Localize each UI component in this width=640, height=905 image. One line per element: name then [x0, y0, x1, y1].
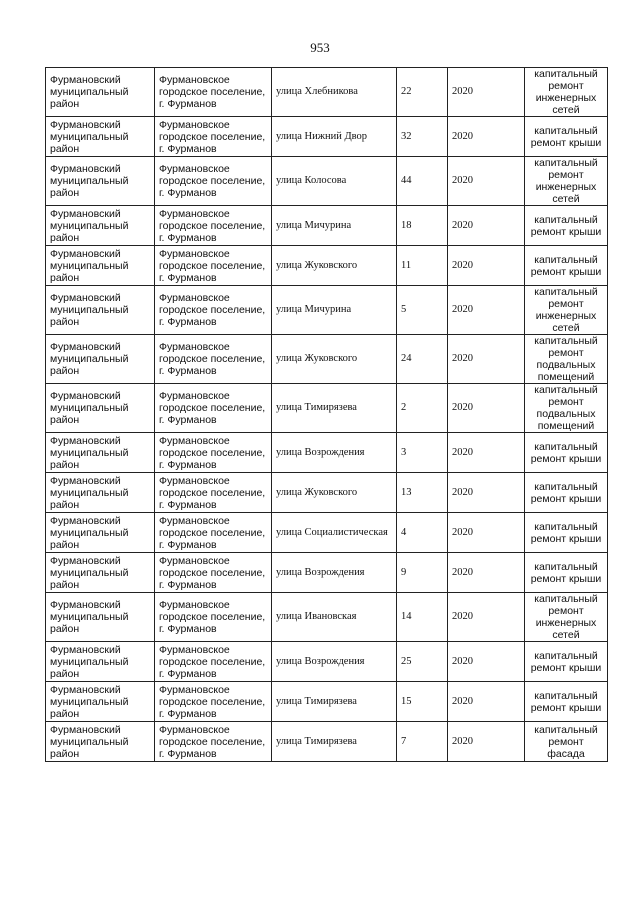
settlement-cell: Фурмановское городское поселение, г. Фурманов	[155, 246, 272, 286]
table-row	[46, 593, 608, 642]
work-type-cell: капитальный ремонт крыши	[525, 473, 608, 513]
table-row	[46, 473, 608, 513]
street-cell: улица Тимирязева	[272, 384, 397, 433]
house-number-cell: 44	[397, 157, 448, 206]
street-cell: улица Жуковского	[272, 473, 397, 513]
district-cell: Фурмановский муниципальный район	[46, 68, 155, 117]
street-cell: улица Возрождения	[272, 642, 397, 682]
house-number-cell: 14	[397, 593, 448, 642]
district-cell: Фурмановский муниципальный район	[46, 642, 155, 682]
house-number-cell: 5	[397, 286, 448, 335]
table-row	[46, 117, 608, 157]
district-cell: Фурмановский муниципальный район	[46, 206, 155, 246]
house-number-cell: 3	[397, 433, 448, 473]
house-number-cell: 15	[397, 682, 448, 722]
table-row	[46, 335, 608, 384]
house-number-cell: 32	[397, 117, 448, 157]
table-row	[46, 682, 608, 722]
work-type-cell: капитальный ремонт инженерных сетей	[525, 286, 608, 335]
house-number-cell: 11	[397, 246, 448, 286]
street-cell: улица Социалистическая	[272, 513, 397, 553]
district-cell: Фурмановский муниципальный район	[46, 157, 155, 206]
page-number: 953	[310, 40, 330, 55]
street-cell: улица Мичурина	[272, 286, 397, 335]
settlement-cell: Фурмановское городское поселение, г. Фурманов	[155, 286, 272, 335]
house-number-cell: 22	[397, 68, 448, 117]
table-row	[46, 246, 608, 286]
table-row	[46, 642, 608, 682]
year-cell: 2020	[448, 553, 525, 593]
house-number-cell: 18	[397, 206, 448, 246]
settlement-cell: Фурмановское городское поселение, г. Фурманов	[155, 335, 272, 384]
table-row	[46, 384, 608, 433]
year-cell: 2020	[448, 682, 525, 722]
street-cell: улица Жуковского	[272, 246, 397, 286]
district-cell: Фурмановский муниципальный район	[46, 553, 155, 593]
street-cell: улица Тимирязева	[272, 682, 397, 722]
district-cell: Фурмановский муниципальный район	[46, 722, 155, 762]
settlement-cell: Фурмановское городское поселение, г. Фурманов	[155, 473, 272, 513]
settlement-cell: Фурмановское городское поселение, г. Фурманов	[155, 206, 272, 246]
settlement-cell: Фурмановское городское поселение, г. Фурманов	[155, 642, 272, 682]
year-cell: 2020	[448, 433, 525, 473]
street-cell: улица Возрождения	[272, 553, 397, 593]
table-row	[46, 513, 608, 553]
year-cell: 2020	[448, 722, 525, 762]
work-type-cell: капитальный ремонт крыши	[525, 642, 608, 682]
year-cell: 2020	[448, 117, 525, 157]
year-cell: 2020	[448, 286, 525, 335]
house-number-cell: 2	[397, 384, 448, 433]
table-row	[46, 433, 608, 473]
street-cell: улица Возрождения	[272, 433, 397, 473]
district-cell: Фурмановский муниципальный район	[46, 593, 155, 642]
work-type-cell: капитальный ремонт крыши	[525, 513, 608, 553]
work-type-cell: капитальный ремонт подвальных помещений	[525, 335, 608, 384]
work-type-cell: капитальный ремонт инженерных сетей	[525, 68, 608, 117]
district-cell: Фурмановский муниципальный район	[46, 513, 155, 553]
year-cell: 2020	[448, 384, 525, 433]
district-cell: Фурмановский муниципальный район	[46, 682, 155, 722]
house-number-cell: 4	[397, 513, 448, 553]
table-row	[46, 722, 608, 762]
table-row	[46, 553, 608, 593]
work-type-cell: капитальный ремонт крыши	[525, 117, 608, 157]
street-cell: улица Жуковского	[272, 335, 397, 384]
settlement-cell: Фурмановское городское поселение, г. Фурманов	[155, 68, 272, 117]
repair-schedule-table	[45, 67, 608, 762]
year-cell: 2020	[448, 157, 525, 206]
house-number-cell: 9	[397, 553, 448, 593]
district-cell: Фурмановский муниципальный район	[46, 246, 155, 286]
year-cell: 2020	[448, 68, 525, 117]
street-cell: улица Тимирязева	[272, 722, 397, 762]
settlement-cell: Фурмановское городское поселение, г. Фурманов	[155, 722, 272, 762]
street-cell: улица Нижний Двор	[272, 117, 397, 157]
settlement-cell: Фурмановское городское поселение, г. Фурманов	[155, 157, 272, 206]
settlement-cell: Фурмановское городское поселение, г. Фурманов	[155, 433, 272, 473]
work-type-cell: капитальный ремонт инженерных сетей	[525, 593, 608, 642]
year-cell: 2020	[448, 642, 525, 682]
settlement-cell: Фурмановское городское поселение, г. Фурманов	[155, 384, 272, 433]
settlement-cell: Фурмановское городское поселение, г. Фурманов	[155, 513, 272, 553]
work-type-cell: капитальный ремонт крыши	[525, 246, 608, 286]
year-cell: 2020	[448, 246, 525, 286]
street-cell: улица Ивановская	[272, 593, 397, 642]
district-cell: Фурмановский муниципальный район	[46, 433, 155, 473]
work-type-cell: капитальный ремонт крыши	[525, 682, 608, 722]
work-type-cell: капитальный ремонт крыши	[525, 553, 608, 593]
district-cell: Фурмановский муниципальный район	[46, 117, 155, 157]
settlement-cell: Фурмановское городское поселение, г. Фурманов	[155, 593, 272, 642]
year-cell: 2020	[448, 593, 525, 642]
work-type-cell: капитальный ремонт фасада	[525, 722, 608, 762]
street-cell: улица Мичурина	[272, 206, 397, 246]
house-number-cell: 25	[397, 642, 448, 682]
work-type-cell: капитальный ремонт подвальных помещений	[525, 384, 608, 433]
year-cell: 2020	[448, 473, 525, 513]
settlement-cell: Фурмановское городское поселение, г. Фурманов	[155, 553, 272, 593]
table-row	[46, 206, 608, 246]
year-cell: 2020	[448, 335, 525, 384]
table-body	[46, 68, 608, 762]
district-cell: Фурмановский муниципальный район	[46, 473, 155, 513]
settlement-cell: Фурмановское городское поселение, г. Фурманов	[155, 117, 272, 157]
work-type-cell: капитальный ремонт крыши	[525, 433, 608, 473]
district-cell: Фурмановский муниципальный район	[46, 335, 155, 384]
street-cell: улица Колосова	[272, 157, 397, 206]
table-row	[46, 157, 608, 206]
house-number-cell: 24	[397, 335, 448, 384]
year-cell: 2020	[448, 206, 525, 246]
table-row	[46, 286, 608, 335]
house-number-cell: 13	[397, 473, 448, 513]
house-number-cell: 7	[397, 722, 448, 762]
table-row	[46, 68, 608, 117]
settlement-cell: Фурмановское городское поселение, г. Фурманов	[155, 682, 272, 722]
district-cell: Фурмановский муниципальный район	[46, 384, 155, 433]
work-type-cell: капитальный ремонт инженерных сетей	[525, 157, 608, 206]
street-cell: улица Хлебникова	[272, 68, 397, 117]
district-cell: Фурмановский муниципальный район	[46, 286, 155, 335]
year-cell: 2020	[448, 513, 525, 553]
work-type-cell: капитальный ремонт крыши	[525, 206, 608, 246]
